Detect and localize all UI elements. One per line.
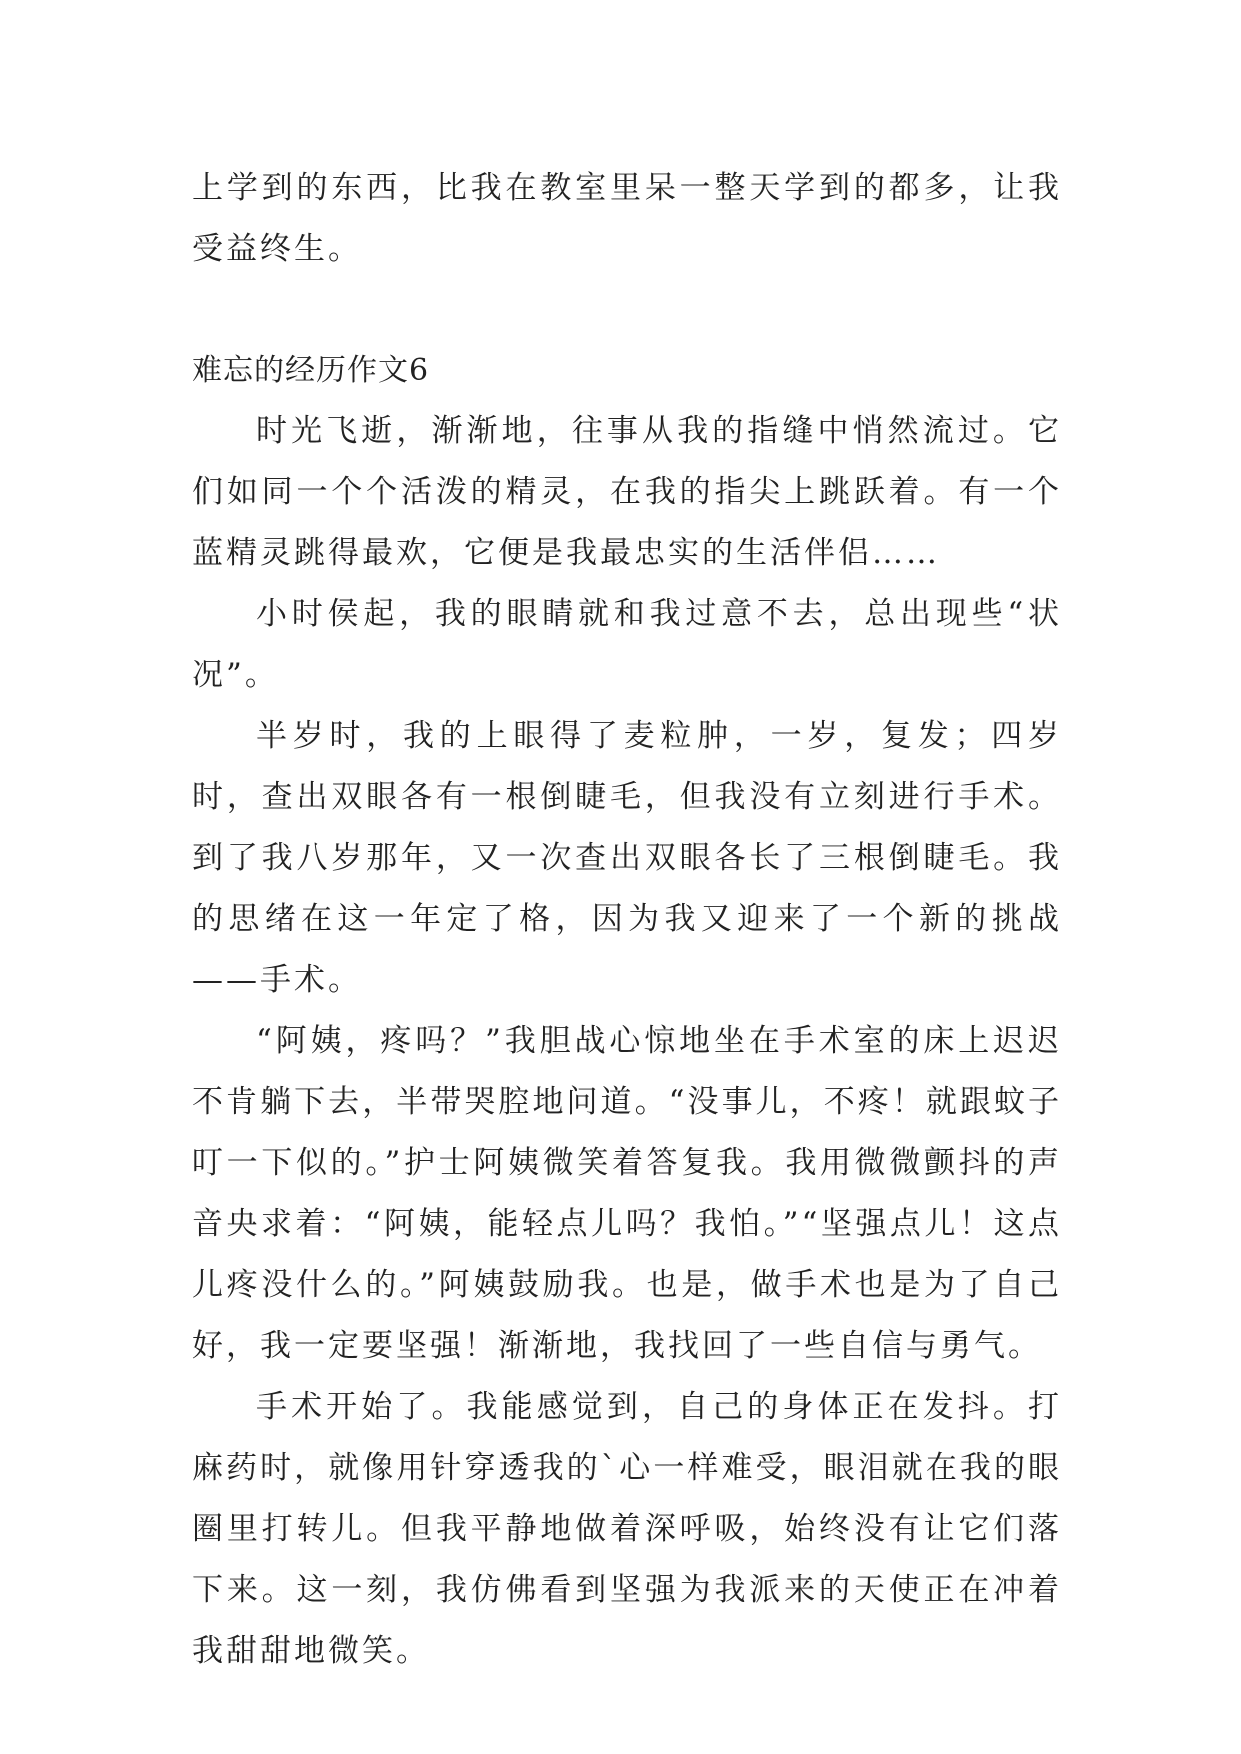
continuation-paragraph: 上学到的东西，比我在教室里呆一整天学到的都多，让我受益终生。	[192, 170, 1062, 267]
paragraph-5: 手术开始了。我能感觉到，自己的身体正在发抖。打麻药时，就像用针穿透我的`心一样难受，眼泪就在我的眼圈里打转儿。但我平静地做着深呼吸，始终没有让它们落下来。这一刻，我仿佛看到坚强为我派来的天使正在冲着我甜甜地微笑。	[192, 1389, 1062, 1669]
section-title: 难忘的经历作文6	[192, 353, 430, 388]
section-gap	[192, 280, 1062, 340]
paragraph-4: “阿姨，疼吗？”我胆战心惊地坐在手术室的床上迟迟不肯躺下去，半带哭腔地问道。“没事儿，不疼！就跟蚊子叮一下似的。”护士阿姨微笑着答复我。我用微微颤抖的声音央求着：“阿姨，能轻点儿吗？我怕。”“坚强点儿！这点儿疼没什么的。”阿姨鼓励我。也是，做手术也是为了自己好，我一定要坚强！渐渐地，我找回了一些自信与勇气。	[192, 1023, 1062, 1364]
document-body	[192, 158, 1062, 1682]
paragraph-2: 小时侯起，我的眼睛就和我过意不去，总出现些“状况”。	[192, 596, 1062, 693]
paragraph-1: 时光飞逝，渐渐地，往事从我的指缝中悄然流过。它们如同一个个活泼的精灵，在我的指尖上跳跃着。有一个蓝精灵跳得最欢，它便是我最忠实的生活伴侣……	[192, 413, 1062, 571]
paragraph-3: 半岁时，我的上眼得了麦粒肿，一岁，复发；四岁时，查出双眼各有一根倒睫毛，但我没有立刻进行手术。到了我八岁那年，又一次查出双眼各长了三根倒睫毛。我的思绪在这一年定了格，因为我又迎来了一个新的挑战——手术。	[192, 718, 1062, 998]
